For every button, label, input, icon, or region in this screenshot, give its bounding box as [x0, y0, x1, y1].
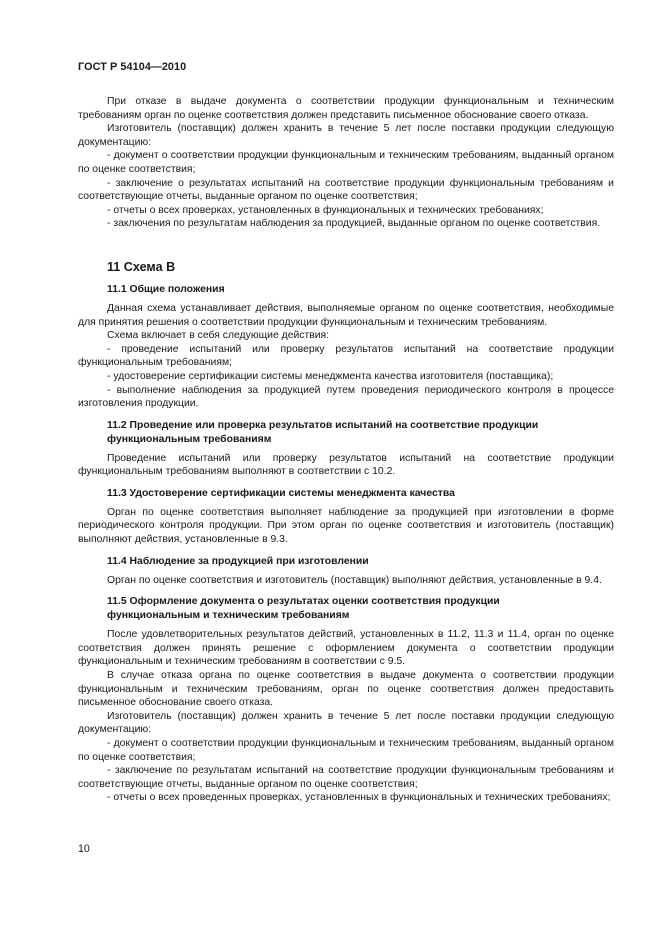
intro-block [78, 95, 614, 231]
paragraph: Изготовитель (поставщик) должен хранить в течение 5 лет после поставки продукции следующую документацию: [78, 710, 614, 736]
list-item: - документ о соответствии продукции функциональным и техническим требованиям, выданный органом по оценке соответствия; [78, 150, 614, 175]
paragraph: При отказе в выдаче документа о соответствии продукции функциональным и техническим требованиям орган по оценке соответствия должен представить письменное обоснование своего отказа. [78, 96, 614, 121]
paragraph: Данная схема устанавливает действия, выполняемые органом по оценке соответствия, необходимые для принятия решения о соответствии продукции функциональным и техническим требованиям. [78, 302, 614, 328]
subsection-title-cont: функциональным требованиям [107, 433, 272, 445]
paragraph: После удовлетворительных результатов действий, установленных в 11.2, 11.3 и 11.4, орган по оценке соответствия должен принять решение с оформлением документа о соответствии продукции функциональным и техническим требованиям в соответствии с 9.5. [78, 629, 614, 668]
list-item: - заключения по результатам наблюдения за продукцией, выданные органом по оценке соответствия. [107, 218, 601, 230]
paragraph: Схема включает в себя следующие действия: [107, 330, 330, 342]
paragraph: Орган по оценке соответствия выполняет наблюдение за продукцией при изготовлении в форме периодического контроля продукции. При этом орган по оценке соответствия и изготовитель (поставщик) выполняют действия, установленные в 9.3. [78, 506, 614, 546]
list-item: - заключение по результатам испытаний на соответствие продукции функциональным требованиям и соответствующие отчеты, выданные органом по оценке соответствия; [78, 765, 614, 790]
list-item: - проведение испытаний или проверку результатов испытаний на соответствие продукции функциональным требованиям; [78, 343, 614, 369]
subsection-title-cont: функциональным и техническим требованиям [107, 610, 350, 622]
page-number: 10 [78, 843, 90, 855]
list-item: - отчеты о всех проверках, установленных в функциональных и технических требованиях; [107, 204, 544, 216]
subsection-title: 11.4 Наблюдение за продукцией при изготовлении [107, 555, 369, 567]
subsection-title: 11.3 Удостоверение сертификации системы менеджмента качества [107, 487, 455, 499]
section-title: 11 Схема В [107, 259, 176, 274]
list-item: - документ о соответствии продукции функциональным и техническим требованиям, выданный органом по оценке соответствия; [78, 738, 614, 763]
subsection-title: 11.2 Проведение или проверка результатов испытаний на соответствие продукции [107, 419, 539, 431]
paragraph: Орган по оценке соответствия и изготовитель (поставщик) выполняют действия, установленные в 9.4. [107, 574, 602, 586]
list-item: - заключение о результатах испытаний на соответствие продукции функциональным требованиям и соответствующие отчеты, выданные органом по оценке соответствия; [78, 177, 614, 203]
paragraph: Изготовитель (поставщик) должен хранить в течение 5 лет после поставки продукции следующую документацию: [78, 123, 614, 148]
document-code-header: ГОСТ Р 54104—2010 [78, 61, 187, 73]
paragraph: Проведение испытаний или проверку результатов испытаний на соответствие продукции функциональным требованиям выполняют в соответствии с 10.2. [78, 452, 614, 478]
subsection-title: 11.1 Общие положения [107, 283, 225, 295]
paragraph: В случае отказа органа по оценке соответствия в выдаче документа о соответствии продукции функциональным и техническим требованиям, орган по оценке соответствия должен предоставить письменное обоснование своего отказа. [78, 670, 614, 709]
page-content [78, 95, 614, 805]
subsection-title: 11.5 Оформление документа о результатах оценки соответствия продукции [107, 596, 500, 608]
list-item: - удостоверение сертификации системы менеджмента качества изготовителя (поставщика); [107, 370, 554, 382]
list-item: - отчеты о всех проведенных проверках, установленных в функциональных и технических требованиях; [107, 792, 611, 804]
list-item: - выполнение наблюдения за продукцией путем проведения периодического контроля в процессе изготовления продукции. [78, 384, 614, 410]
